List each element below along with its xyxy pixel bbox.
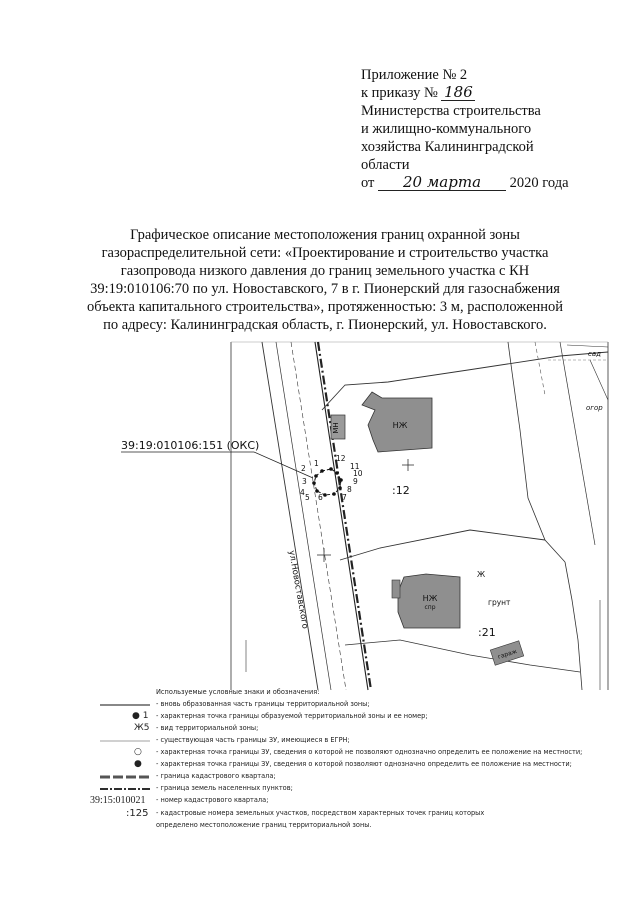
quarter-number-symbol: 39:15:010021	[90, 795, 146, 806]
parcel-12-south-boundary	[340, 530, 545, 560]
grunt-label: грунт	[488, 598, 511, 607]
protection-zone	[300, 454, 363, 502]
date-suffix: 2020 года	[509, 175, 569, 191]
point-number: 2	[301, 464, 306, 473]
appendix-line-1: Приложение № 2	[361, 67, 468, 83]
legend-header: Используемые условные знаки и обозначения:	[156, 688, 320, 696]
settlement-boundary	[318, 342, 371, 690]
boundary-line-corner	[590, 360, 608, 400]
parcel-21-label: :21	[478, 626, 496, 639]
boundary-dashed	[535, 342, 545, 395]
parcel-number-symbol: :125	[126, 808, 149, 819]
legend-text: - номер кадастрового квартала;	[156, 796, 269, 804]
appendix-line-3: Министерства строительства	[361, 103, 541, 119]
zone-point	[320, 469, 324, 473]
grid-cross	[317, 548, 331, 562]
road-edge-left	[262, 342, 318, 690]
boundary-line-east	[560, 342, 595, 545]
callout-label: 39:19:010106:151 (ОКС)	[121, 439, 260, 452]
title-line: объекта капитального строительства», протяженностью: 3 м, расположенной	[86, 299, 564, 315]
legend-text: - характерная точка границы ЗУ, сведения о которой не позволяют однозначно определить ее положение на местности;	[156, 748, 583, 756]
point-number: 4	[300, 488, 305, 497]
street-label: ул.Новоставского	[286, 549, 310, 630]
zone-point	[329, 467, 333, 471]
point-number: 8	[347, 485, 352, 494]
legend-text: - существующая часть границы ЗУ, имеющиеся в ЕГРН;	[156, 736, 350, 744]
point-number: 11	[350, 462, 360, 471]
legend-text: - характерная точка границы образуемой территориальной зоны и ее номер;	[156, 712, 428, 720]
order-prefix: к приказу №	[361, 85, 438, 101]
point-number: 12	[336, 454, 346, 463]
ogor-label: огор	[586, 404, 603, 412]
title-line: по адресу: Калининградская область, г. Пионерский, ул. Новоставского.	[103, 317, 547, 333]
appendix-line-5: хозяйства Калининградской	[361, 139, 534, 155]
hollow-point-symbol: ○	[134, 747, 142, 757]
appendix-line-4: и жилищно-коммунального	[361, 121, 532, 137]
zone-point	[339, 478, 343, 482]
building-nzh-label: НЖ	[392, 421, 408, 430]
boundary-top-edge	[567, 345, 608, 347]
date-prefix: от	[361, 175, 375, 191]
building-annex	[392, 580, 400, 598]
point-number: 10	[353, 469, 363, 478]
point-symbol: ● 1	[132, 711, 149, 721]
point-number: 7	[342, 493, 347, 502]
parcel-21-south-boundary	[345, 640, 580, 672]
legend-text: - кадастровые номера земельных участков, посредством характерных точек границ которых	[156, 809, 485, 817]
point-number: 5	[305, 493, 310, 502]
zone-point	[314, 474, 318, 478]
title-line: газопровода низкого давления до границ земельного участка с КН	[120, 263, 530, 279]
order-number: 186	[441, 84, 475, 101]
zone-point	[323, 493, 327, 497]
sad-label: сад	[588, 350, 601, 358]
building-nzh2-label: НЖ	[422, 594, 438, 603]
existing-boundary-symbol	[90, 735, 154, 746]
title-line: газораспределительной сети: «Проектирование и строительство участка	[101, 245, 549, 261]
new-boundary-symbol	[90, 699, 154, 710]
title-line: 39:19:010106:70 по ул. Новоставского, 7 в г. Пионерский для газоснабжения	[90, 281, 560, 297]
zone-point	[312, 481, 316, 485]
zone-point	[332, 492, 336, 496]
point-number: 1	[314, 459, 319, 468]
grid-cross	[402, 459, 414, 471]
zone-point	[335, 471, 339, 475]
legend-text: - граница земель населенных пунктов;	[156, 784, 293, 792]
legend-text: - вновь образованная часть границы территориальной зоны;	[156, 700, 370, 708]
point-number: 9	[353, 477, 358, 486]
legend-text: - граница кадастрового квартала;	[156, 772, 276, 780]
appendix-line-6: области	[361, 157, 410, 173]
legend-text: - характерная точка границы ЗУ, сведения о которой позволяют однозначно определить ее положение на местности;	[156, 760, 572, 768]
point-number: 3	[302, 477, 307, 486]
building-mn-label: МН	[332, 422, 340, 434]
parcel-12-east-boundary	[508, 342, 565, 562]
date-handwritten: 20 марта	[378, 174, 506, 191]
garage-label: гараж	[496, 648, 518, 661]
settlement-boundary-symbol	[90, 783, 154, 794]
title-line: Графическое описание местоположения границ охранной зоны	[130, 227, 520, 243]
legend-text-continued: определено местоположение границ территориальной зоны.	[156, 821, 372, 829]
legend-text: - вид территориальной зоны;	[156, 724, 259, 732]
parcel-12-label: :12	[392, 484, 410, 497]
building-spr-label: спр	[424, 604, 436, 611]
point-number: 6	[318, 493, 323, 502]
zone-type-symbol: Ж5	[134, 723, 150, 733]
zone-zh-label: Ж	[477, 570, 486, 579]
zone-point	[338, 486, 342, 490]
road-centerline	[291, 342, 346, 690]
solid-point-symbol: ●	[134, 759, 142, 769]
cadastral-quarter-symbol	[90, 771, 154, 782]
